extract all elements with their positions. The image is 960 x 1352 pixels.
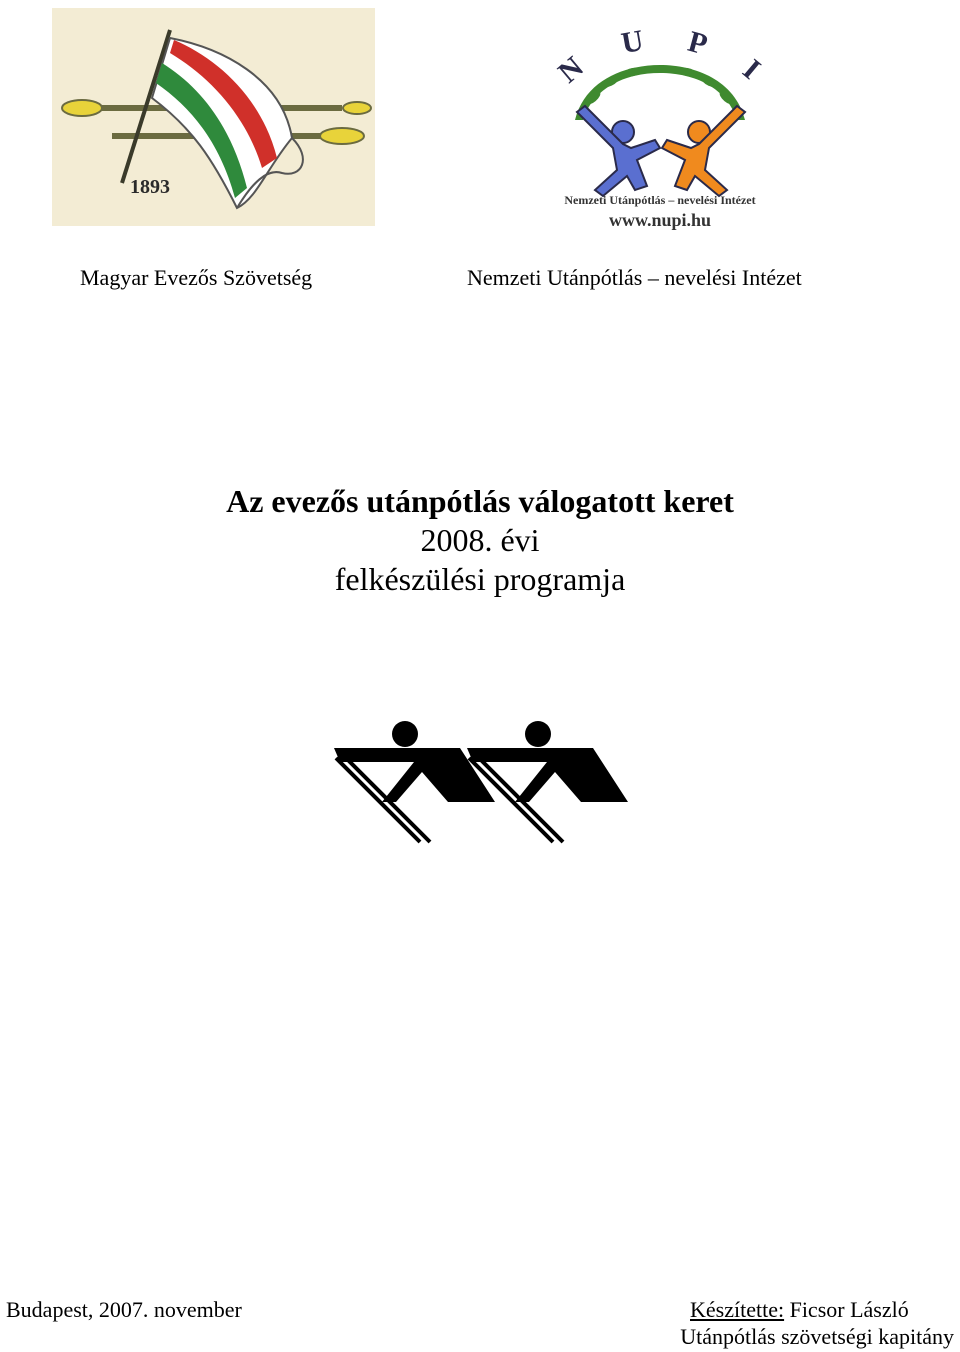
rower-2-icon xyxy=(467,721,628,842)
nupi-letter-n: N xyxy=(552,50,590,90)
left-org-name: Magyar Evezős Szövetség xyxy=(80,265,313,290)
nupi-letter-i: I xyxy=(736,52,767,86)
document-title xyxy=(0,482,960,599)
rowers-pictogram-icon xyxy=(330,718,630,846)
title-line-2: 2008. évi xyxy=(420,522,540,558)
right-org-name: Nemzeti Utánpótlás – nevelési Intézet xyxy=(467,265,802,290)
logo-year: 1893 xyxy=(130,176,170,198)
author-line xyxy=(690,1297,909,1323)
nupi-letter-p: P xyxy=(684,24,711,62)
author-role: Utánpótlás szövetségi kapitány xyxy=(680,1324,954,1349)
rowing-federation-logo xyxy=(52,8,375,226)
nupi-logo xyxy=(505,20,815,235)
nupi-caption: Nemzeti Utánpótlás – nevelési Intézet xyxy=(564,193,756,207)
nupi-letter-u: U xyxy=(618,23,646,61)
author-label: Készítette: xyxy=(690,1297,785,1322)
title-line-3: felkészülési programja xyxy=(334,561,626,597)
rower-1-icon xyxy=(334,721,495,842)
place-and-date: Budapest, 2007. november xyxy=(6,1297,242,1322)
nupi-url: www.nupi.hu xyxy=(608,210,712,230)
author-name: Ficsor László xyxy=(784,1297,909,1322)
title-line-1: Az evezős utánpótlás válogatott keret xyxy=(226,483,734,519)
